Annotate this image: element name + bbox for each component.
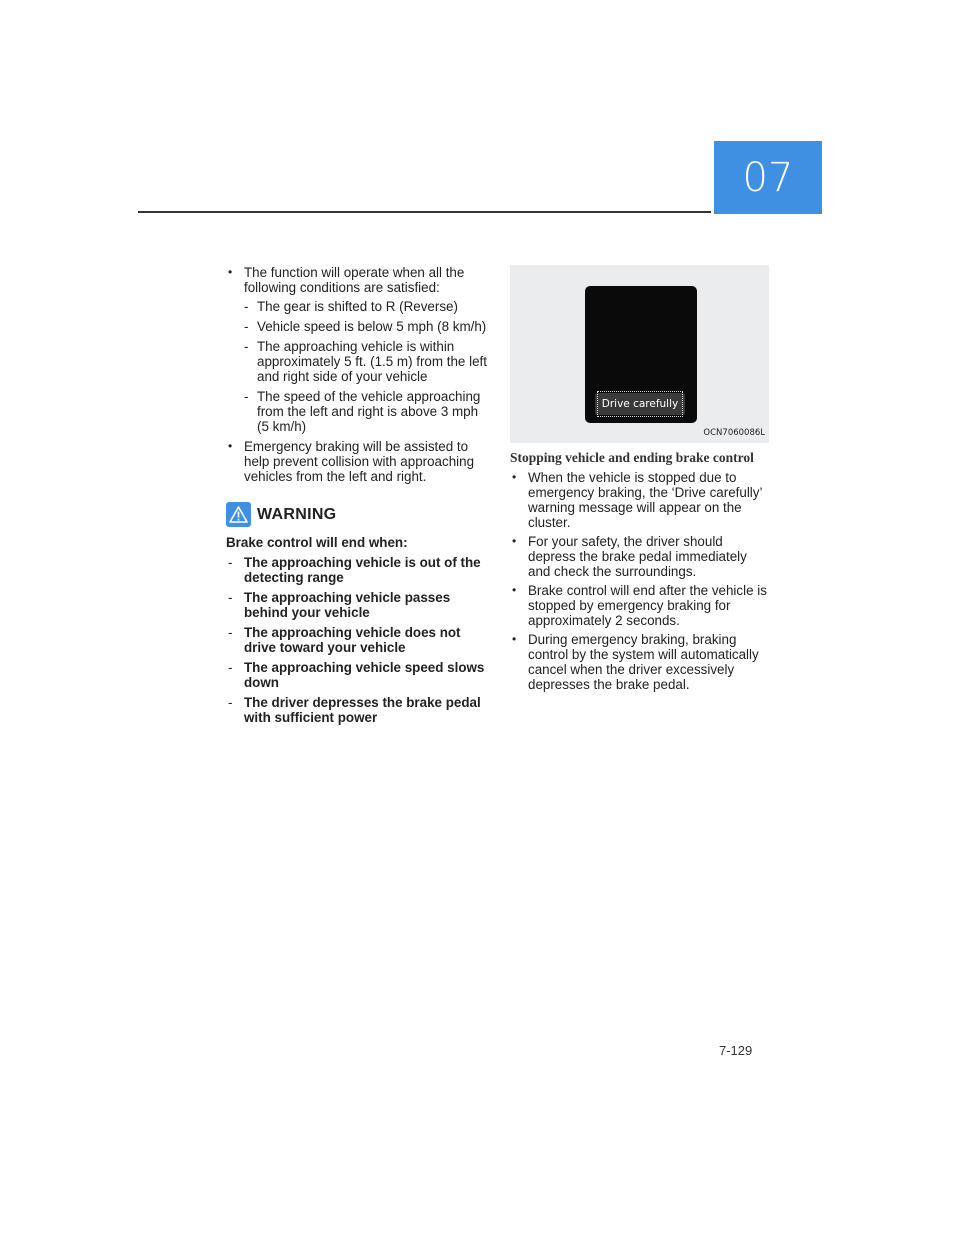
list-item: - The speed of the vehicle approaching from the left and right is above 3 mph (5 km/h) (244, 389, 488, 434)
cluster-display (585, 286, 697, 423)
list-item: • When the vehicle is stopped due to emergency braking, the ‘Drive carefully’ warning message will appear on the cluster. (510, 470, 772, 530)
bullet-text: Emergency braking will be assisted to help prevent collision with approaching vehicles from the left and right. (244, 439, 475, 484)
list-item: - The approaching vehicle speed slows down (226, 660, 488, 690)
condition-list (244, 299, 488, 434)
list-item: • For your safety, the driver should depress the brake pedal immediately and check the surroundings. (510, 534, 772, 579)
cluster-figure (510, 265, 769, 443)
list-item: - The approaching vehicle is out of the detecting range (226, 555, 488, 585)
chapter-tab (714, 141, 822, 214)
warning-title: WARNING (257, 506, 337, 523)
warning-intro: Brake control will end when: (226, 535, 408, 550)
list-item: - The driver depresses the brake pedal with sufficient power (226, 695, 488, 725)
list-item: - The approaching vehicle does not drive toward your vehicle (226, 625, 488, 655)
section-heading: Stopping vehicle and ending brake control (510, 450, 754, 465)
left-bullet-list (226, 265, 488, 484)
list-item (226, 439, 488, 484)
drive-carefully-message: Drive carefully (595, 393, 685, 415)
list-item: - The approaching vehicle passes behind your vehicle (226, 590, 488, 620)
list-item: • During emergency braking, braking control by the system will automatically cancel when the driver excessively depresses the brake pedal. (510, 632, 772, 692)
figure-code: OCN7060086L (703, 428, 765, 438)
left-column (226, 265, 488, 730)
warning-triangle-icon (226, 502, 251, 527)
list-item: - The approaching vehicle is within approximately 5 ft. (1.5 m) from the left and right side of your vehicle (244, 339, 488, 384)
warning-header (226, 502, 488, 527)
list-item (226, 265, 488, 434)
chapter-number: 07 (742, 154, 794, 201)
right-column (510, 265, 772, 696)
list-item: • Brake control will end after the vehicle is stopped by emergency braking for approximately 2 seconds. (510, 583, 772, 628)
warning-list (226, 555, 488, 725)
header-rule (138, 211, 711, 213)
list-item: - Vehicle speed is below 5 mph (8 km/h) (244, 319, 488, 334)
right-bullet-list (510, 470, 772, 692)
bullet-text: The function will operate when all the following conditions are satisfied: (244, 265, 465, 295)
list-item: - The gear is shifted to R (Reverse) (244, 299, 488, 314)
page-number: 7-129 (719, 1043, 753, 1058)
